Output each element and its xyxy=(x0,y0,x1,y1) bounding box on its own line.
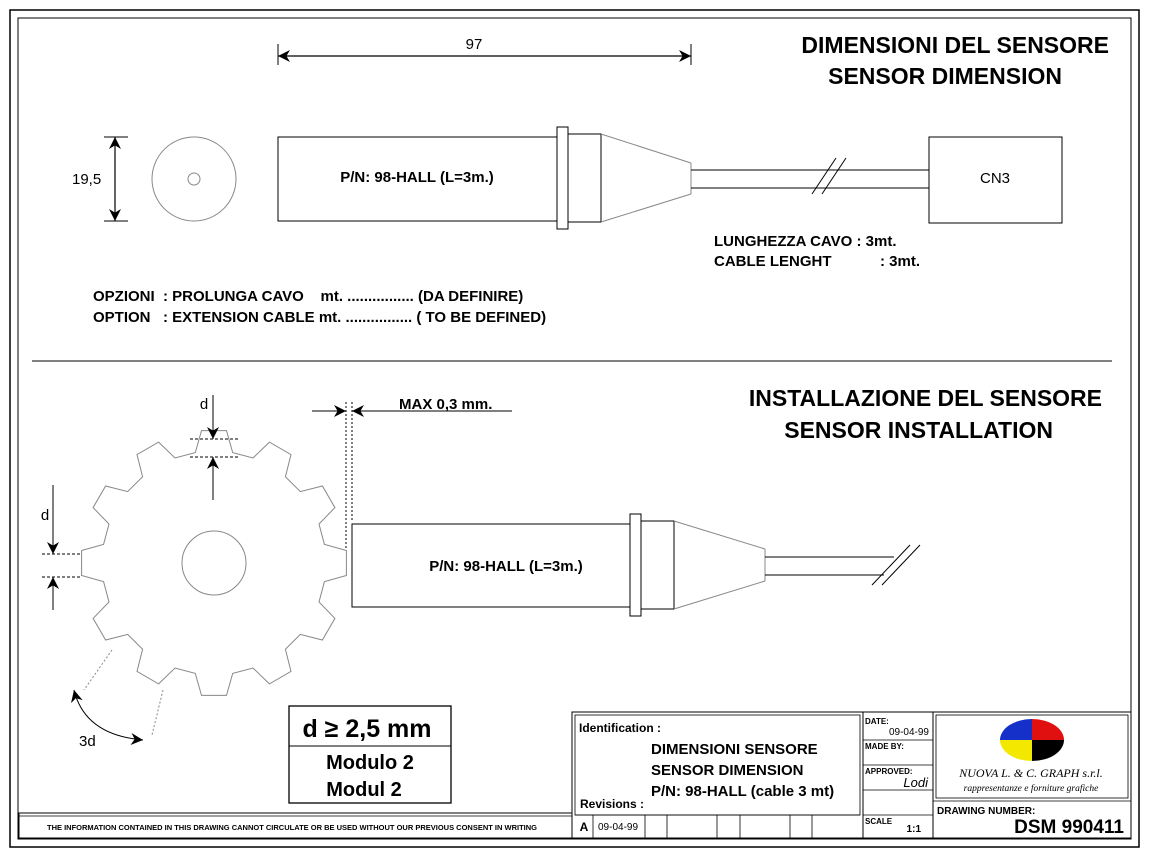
cable-top xyxy=(691,158,929,194)
sensor-body-install xyxy=(352,514,765,616)
gear-hub xyxy=(182,531,246,595)
length-dimension xyxy=(278,36,691,65)
disclaimer: THE INFORMATION CONTAINED IN THIS DRAWING CANNOT CIRCULATE OR BE USED WITHOUT OUR PREVIOUS CONSENT IN WRITING xyxy=(47,823,537,832)
module-it: Modulo 2 xyxy=(326,752,414,774)
gap-dimension-label: MAX 0,3 mm. xyxy=(399,396,493,413)
options-en: OPTION : EXTENSION CABLE mt. ................ ( TO BE DEFINED) xyxy=(93,309,547,326)
gear-outline xyxy=(82,431,347,696)
logo-red-quadrant xyxy=(1032,719,1064,740)
cable-length-it: LUNGHEZZA CAVO : 3mt. xyxy=(714,233,897,250)
approved-label: APPROVED: xyxy=(865,767,913,776)
diameter-dimension xyxy=(72,137,128,221)
sensor-body-top xyxy=(278,127,691,229)
revisions-label: Revisions : xyxy=(580,797,645,811)
revision-date: 09-04-99 xyxy=(598,822,639,833)
diameter-dimension-value: 19,5 xyxy=(72,171,102,188)
title-installation-en: SENSOR INSTALLATION xyxy=(784,417,1053,443)
scale-value: 1:1 xyxy=(906,824,921,835)
module-en: Modul 2 xyxy=(326,779,402,801)
title-dimension-it: DIMENSIONI DEL SENSORE xyxy=(801,32,1109,58)
scale-label: SCALE xyxy=(865,817,893,826)
made-by-label: MADE BY: xyxy=(865,742,904,751)
company-name: NUOVA L. & C. GRAPH s.r.l. xyxy=(959,766,1103,780)
cable-length-en-label: CABLE LENGHT xyxy=(714,253,832,270)
cable-install xyxy=(765,545,920,585)
gear-wheel xyxy=(82,431,347,696)
module-box xyxy=(289,706,451,803)
tooth-dimension-left xyxy=(41,485,82,610)
company-tagline: rappresentanze e forniture grafiche xyxy=(963,784,1099,794)
length-dimension-value: 97 xyxy=(465,36,483,53)
title-block xyxy=(19,712,1131,838)
module-rule: d ≥ 2,5 mm xyxy=(302,715,432,743)
title-dimension-en: SENSOR DIMENSION xyxy=(828,63,1062,89)
drawing-number-label: DRAWING NUMBER: xyxy=(937,806,1036,817)
description-line3: P/N: 98-HALL (cable 3 mt) xyxy=(651,783,835,800)
sensor-part-number-install: P/N: 98-HALL (L=3m.) xyxy=(429,558,583,575)
logo-black-quadrant xyxy=(1032,740,1064,761)
date-value: 09-04-99 xyxy=(888,727,929,738)
pitch-dimension-label: 3d xyxy=(79,733,96,750)
tooth-dimension-left-label: d xyxy=(40,507,50,524)
tooth-dimension-top-label: d xyxy=(199,396,209,413)
drawing-number: DSM 990411 xyxy=(1014,817,1124,838)
cable-length-en-value: : 3mt. xyxy=(880,253,921,270)
sensor-part-number-top: P/N: 98-HALL (L=3m.) xyxy=(340,169,494,186)
description-line1: DIMENSIONI SENSORE xyxy=(651,741,818,758)
gap-dimension xyxy=(312,396,512,548)
connector-cn3 xyxy=(929,137,1062,223)
company-logo xyxy=(1000,719,1064,761)
options-it: OPZIONI : PROLUNGA CAVO mt. ................ (DA DEFINIRE) xyxy=(93,288,524,305)
logo-yellow-quadrant xyxy=(1000,740,1032,761)
logo-blue-quadrant xyxy=(1000,719,1032,740)
description-line2: SENSOR DIMENSION xyxy=(651,762,804,779)
connector-label: CN3 xyxy=(979,170,1011,187)
title-installation-it: INSTALLAZIONE DEL SENSORE xyxy=(748,385,1102,411)
revision-letter: A xyxy=(579,820,589,834)
identification-label: Identification : xyxy=(579,721,661,735)
date-label: DATE: xyxy=(865,717,889,726)
approved-value: Lodi xyxy=(903,775,928,790)
sensor-end-view xyxy=(152,137,236,221)
pitch-dimension xyxy=(74,650,163,750)
